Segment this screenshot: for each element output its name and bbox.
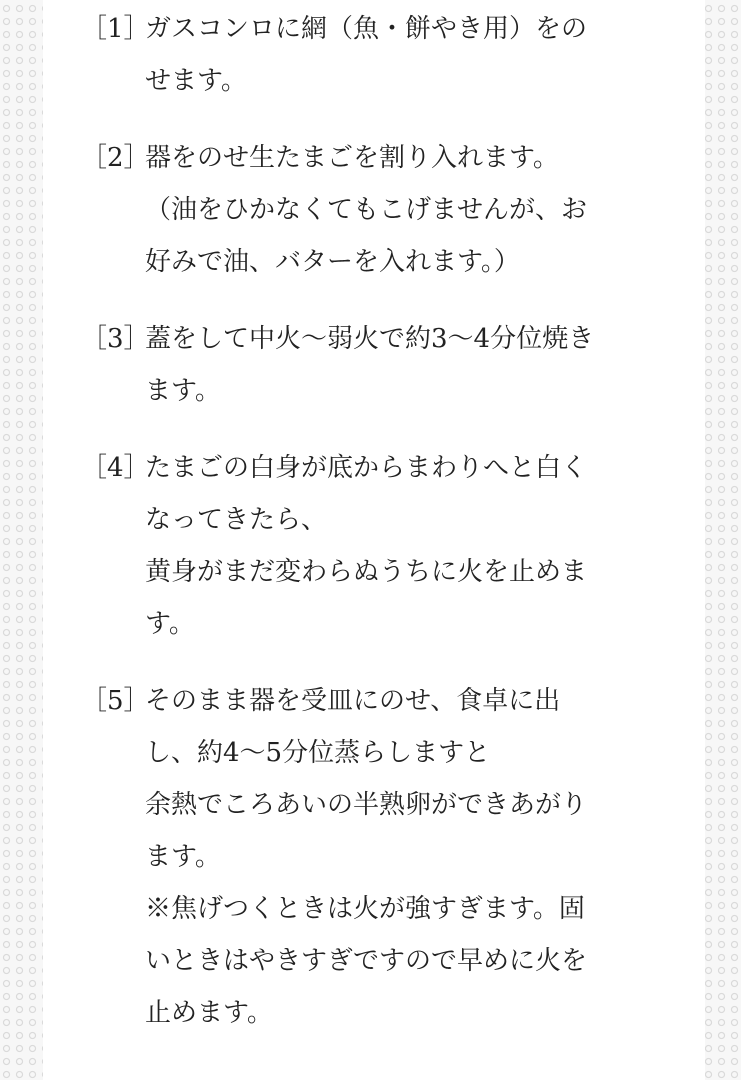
step-list bbox=[81, 0, 701, 1064]
step-text-line: なってきたら、 bbox=[145, 505, 328, 535]
step-3 bbox=[81, 313, 701, 417]
step-text-line: たまごの白身が底からまわりへと白く bbox=[145, 453, 588, 483]
step-text-line: ます。 bbox=[145, 376, 221, 406]
step-text-line: し、約4～5分位蒸らしますと bbox=[145, 738, 491, 768]
step-2 bbox=[81, 132, 701, 288]
step-text-line: （油をひかなくてもこげませんが、お bbox=[145, 195, 588, 225]
step-text-line: 好みで油、バターを入れます。） bbox=[145, 247, 520, 277]
step-number: ［4］ bbox=[81, 453, 150, 483]
step-text-line: せます。 bbox=[145, 66, 247, 96]
step-number: ［5］ bbox=[81, 686, 150, 716]
step-text-line: 黄身がまだ変わらぬうちに火を止めま bbox=[145, 557, 588, 587]
step-text-line: いときはやきすぎですので早めに火を bbox=[145, 946, 588, 976]
step-text-line: 蓋をして中火～弱火で約3～4分位焼き bbox=[145, 324, 595, 354]
step-text-line: す。 bbox=[145, 609, 195, 639]
step-number: ［2］ bbox=[81, 143, 150, 173]
step-text-line: ※焦げつくときは火が強すぎます。固 bbox=[145, 894, 585, 924]
step-5 bbox=[81, 675, 701, 1039]
recipe-page bbox=[43, 0, 705, 1080]
step-text-line: ます。 bbox=[145, 842, 221, 872]
step-4 bbox=[81, 442, 701, 650]
step-text-line: ガスコンロに網（魚・餅やき用）をの bbox=[145, 14, 588, 44]
step-text-line: そのまま器を受皿にのせ、食卓に出 bbox=[145, 686, 561, 716]
step-text-line: 器をのせ生たまごを割り入れます。 bbox=[145, 143, 559, 173]
step-number: ［3］ bbox=[81, 324, 150, 354]
step-number: ［1］ bbox=[81, 14, 150, 44]
step-text-line: 余熱でころあいの半熟卵ができあがり bbox=[145, 790, 588, 820]
step-text-line: 止めます。 bbox=[145, 998, 273, 1028]
step-1 bbox=[81, 3, 701, 107]
